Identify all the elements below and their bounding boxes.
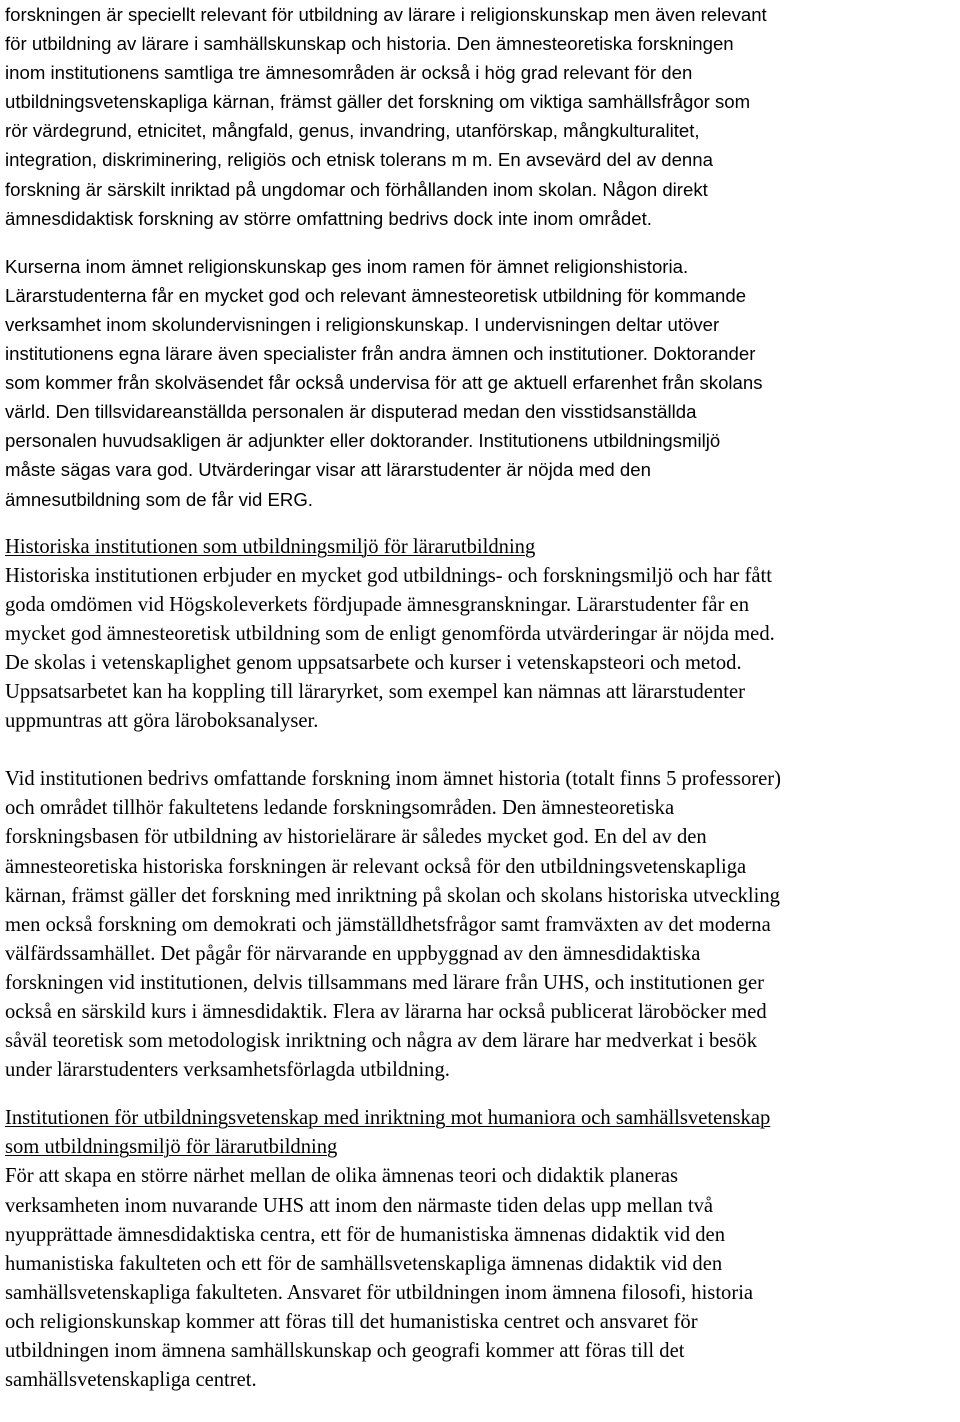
text-line: såväl teoretisk som metodologisk inriktning och några av dem lärare har medverkat i besök xyxy=(5,1030,758,1053)
history-paragraph-2 xyxy=(5,765,960,1085)
text-line: Uppsatsarbetet kan ha koppling till läraryrket, som exempel kan nämnas att lärarstudenter xyxy=(5,681,745,704)
text-line: Lärarstudenterna får en mycket god och relevant ämnesteoretisk utbildning för kommande xyxy=(5,284,747,306)
text-line: forskningen är speciellt relevant för utbildning av lärare i religionskunskap men även relevant xyxy=(5,4,767,25)
text-line: verksamheten inom nuvarande UHS att inom den närmaste tiden delas upp mellan två xyxy=(5,1194,714,1217)
text-line: Historiska institutionen erbjuder en mycket god utbildnings- och forskningsmiljö och har fått xyxy=(5,564,772,587)
text-line: utbildningen inom ämnena samhällskunskap och geografi kommer att föras till det xyxy=(5,1340,685,1363)
text-line: integration, diskriminering, religiös och etnisk tolerans m m. En avsevärd del av denna xyxy=(5,149,713,171)
text-line: verksamhet inom skolundervisningen i religionskunskap. I undervisningen deltar utöver xyxy=(5,313,720,335)
text-line: Kurserna inom ämnet religionskunskap ges inom ramen för ämnet religionshistoria. xyxy=(5,255,689,277)
text-line: som kommer från skolväsendet får också undervisa för att ge aktuell erfarenhet från skolans xyxy=(5,372,763,394)
text-line: Vid institutionen bedrivs omfattande forskning inom ämnet historia (totalt finns 5 professorer) xyxy=(5,768,782,791)
text-line: goda omdömen vid Högskoleverkets fördjupade ämnesgranskningar. Lärarstudenter får en xyxy=(5,593,749,616)
text-line: värld. Den tillsvidareanställda personalen är disputerad medan den visstidsanställda xyxy=(5,401,697,423)
paragraph-spacer xyxy=(5,233,960,252)
text-line: samhällsvetenskapliga fakulteten. Ansvaret för utbildningen inom ämnena filosofi, historia xyxy=(5,1281,754,1304)
text-line: måste sägas vara god. Utvärderingar visar att lärarstudenter är nöjda med den xyxy=(5,459,651,481)
text-line: samhällsvetenskapliga centret. xyxy=(5,1369,257,1392)
text-line: De skolas i vetenskaplighet genom uppsatsarbete och kurser i vetenskapsteori och metod. xyxy=(5,651,742,674)
text-line: kärnan, främst gäller det forskning med inriktning på skolan och skolans historiska utveckling xyxy=(5,884,780,907)
text-line: ämnesutbildning som de får vid ERG. xyxy=(5,488,313,510)
text-line: för utbildning av lärare i samhällskunskap och historia. Den ämnesteoretiska forskningen xyxy=(5,33,734,55)
history-section-heading xyxy=(5,533,960,562)
heading-line: Historiska institutionen som utbildningsmiljö för lärarutbildning xyxy=(5,535,536,558)
text-line: under lärarstudenters verksamhetsförlagda utbildning. xyxy=(5,1059,450,1082)
text-line: uppmuntras att göra läroboksanalyser. xyxy=(5,710,319,733)
text-line: ämnesdidaktisk forskning av större omfattning bedrivs dock inte inom området. xyxy=(5,207,652,229)
paragraph-spacer xyxy=(5,514,960,533)
text-line: och området tillhör fakultetens ledande forskningsområden. Den ämnesteoretiska xyxy=(5,797,675,820)
text-line: forskning är särskilt inriktad på ungdomar och förhållanden inom skolan. Någon direkt xyxy=(5,178,708,200)
text-line: nyupprättade ämnesdidaktiska centra, ett för de humanistiska ämnenas didaktik vid den xyxy=(5,1223,725,1246)
text-line: personalen huvudsakligen är adjunkter eller doktorander. Institutionens utbildningsmiljö xyxy=(5,430,721,452)
text-line: rör värdegrund, etnicitet, mångfald, genus, invandring, utanförskap, mångkulturalitet, xyxy=(5,120,700,142)
pedagogy-section-heading xyxy=(5,1104,960,1162)
text-line: och religionskunskap kommer att föras till det humanistiska centret och ansvaret för xyxy=(5,1310,698,1333)
text-line: inom institutionens samtliga tre ämnesområden är också i hög grad relevant för den xyxy=(5,62,693,84)
pedagogy-paragraph xyxy=(5,1162,960,1395)
text-line: mycket god ämnesteoretisk utbildning som de enligt genomförda utvärderingar är nöjda med. xyxy=(5,622,775,645)
heading-line: Institutionen för utbildningsvetenskap med inriktning mot humaniora och samhällsvetenskap xyxy=(5,1107,771,1130)
text-line: välfärdssamhället. Det pågår för närvarande en uppbyggnad av den ämnesdidaktiska xyxy=(5,942,701,965)
history-paragraph-1 xyxy=(5,562,960,737)
document-page xyxy=(5,0,960,1395)
text-line: forskningen vid institutionen, delvis tillsammans med lärare från UHS, och institutionen ger xyxy=(5,971,764,994)
text-line: utbildningsvetenskapliga kärnan, främst gäller det forskning om viktiga samhällsfrågor som xyxy=(5,91,751,113)
heading-line: som utbildningsmiljö för lärarutbildning xyxy=(5,1136,338,1159)
paragraph-spacer xyxy=(5,736,960,765)
text-line: ämnesteoretiska historiska forskningen är relevant också för den utbildningsvetenskapliga xyxy=(5,855,747,878)
text-line: men också forskning om demokrati och jämställdhetsfrågor samt framväxten av det moderna xyxy=(5,913,771,936)
intro-paragraph xyxy=(5,0,960,233)
religion-paragraph xyxy=(5,252,960,514)
text-line: humanistiska fakulteten och ett för de samhällsvetenskapliga ämnenas didaktik vid den xyxy=(5,1252,723,1275)
text-line: För att skapa en större närhet mellan de olika ämnenas teori och didaktik planeras xyxy=(5,1165,679,1188)
text-line: institutionens egna lärare även specialister från andra ämnen och institutioner. Doktorander xyxy=(5,343,756,365)
paragraph-spacer xyxy=(5,1085,960,1104)
text-line: också en särskild kurs i ämnesdidaktik. Flera av lärarna har också publicerat läroböcker med xyxy=(5,1001,767,1023)
text-line: forskningsbasen för utbildning av historielärare är således mycket god. En del av den xyxy=(5,826,707,849)
